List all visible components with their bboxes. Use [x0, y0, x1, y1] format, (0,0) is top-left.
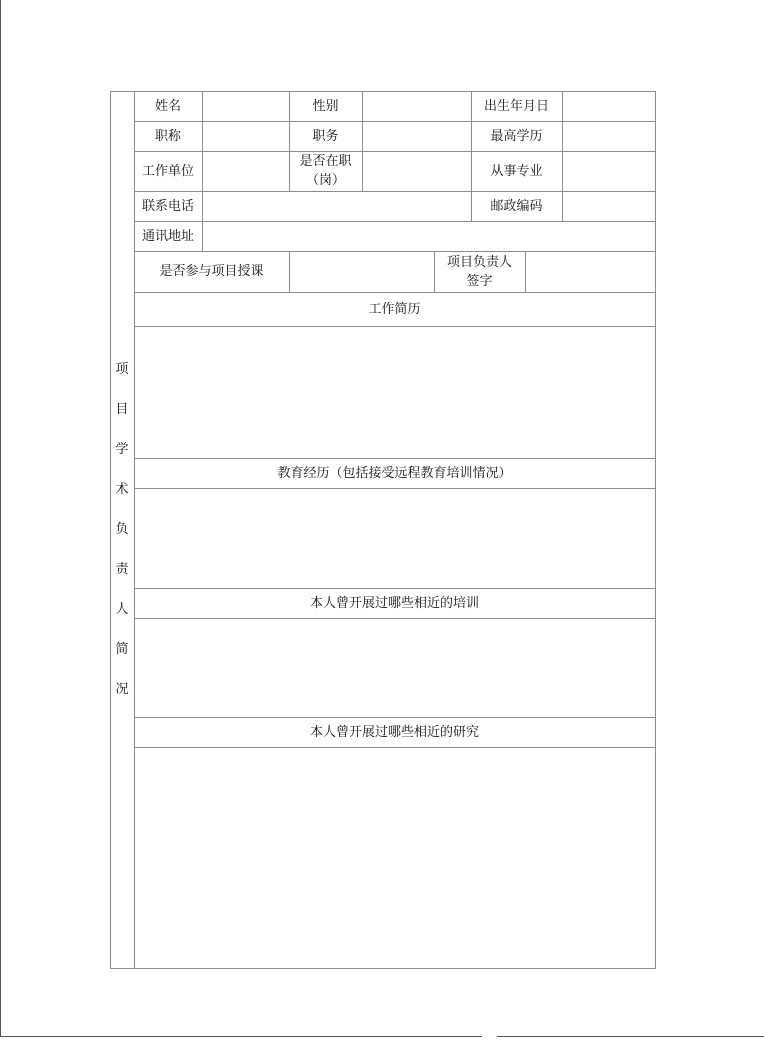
major-label: 从事专业: [490, 163, 543, 179]
birth-date-label: 出生年月日: [483, 98, 549, 114]
major-field[interactable]: [562, 151, 655, 191]
employer-field[interactable]: [202, 151, 289, 191]
side-title-char: 简: [115, 642, 129, 657]
postcode-label: 邮政编码: [490, 198, 543, 214]
title-field[interactable]: [202, 121, 289, 151]
teaching-label: 是否参与项目授课: [159, 264, 264, 279]
training-field[interactable]: [134, 618, 655, 717]
work-history-heading: 工作简历: [368, 301, 421, 317]
education-history-field[interactable]: [134, 488, 655, 588]
side-title-char: 目: [115, 402, 129, 417]
page-edge-left: [0, 0, 1, 1036]
work-history-field[interactable]: [134, 326, 655, 458]
on-duty-field[interactable]: [362, 151, 471, 191]
phone-field[interactable]: [202, 191, 471, 221]
section-side-title: [110, 350, 134, 710]
phone-label: 联系电话: [141, 198, 194, 214]
grid-line: [110, 968, 656, 969]
gender-label: 性别: [312, 98, 339, 114]
signature-field[interactable]: [525, 251, 655, 292]
side-title-char: 况: [115, 682, 129, 697]
training-heading: 本人曾开展过哪些相近的培训: [309, 595, 479, 611]
side-title-char: 术: [115, 482, 129, 497]
teaching-field[interactable]: [289, 251, 434, 292]
postcode-field[interactable]: [562, 191, 655, 221]
on-duty-label-line1: 是否在职: [299, 154, 352, 169]
name-field[interactable]: [202, 91, 289, 121]
on-duty-label: [289, 151, 362, 191]
employer-label: 工作单位: [141, 163, 194, 179]
side-title-char: 人: [115, 602, 129, 617]
position-label: 职务: [312, 128, 339, 144]
signature-label: [434, 251, 525, 292]
page-edge-bottom: [0, 1036, 482, 1037]
address-field[interactable]: [202, 221, 655, 251]
side-title-char: 责: [115, 562, 129, 577]
education-field[interactable]: [562, 121, 655, 151]
title-label: 职称: [154, 128, 181, 144]
name-label: 姓名: [154, 98, 181, 114]
grid-line: [655, 91, 656, 969]
research-heading: 本人曾开展过哪些相近的研究: [309, 724, 479, 740]
birth-date-field[interactable]: [562, 91, 655, 121]
address-label: 通讯地址: [141, 228, 194, 244]
side-title-char: 项: [115, 362, 129, 377]
position-field[interactable]: [362, 121, 471, 151]
education-label: 最高学历: [490, 128, 543, 144]
on-duty-label-line2: （岗）: [305, 173, 345, 188]
side-title-char: 学: [115, 442, 129, 457]
education-history-heading: 教育经历（包括接受远程教育培训情况）: [277, 465, 512, 481]
side-title-char: 负: [115, 522, 129, 537]
gender-field[interactable]: [362, 91, 471, 121]
research-field[interactable]: [134, 747, 655, 968]
signature-label-line2: 签字: [466, 273, 493, 289]
signature-label-line1: 项目负责人: [446, 254, 512, 270]
page-edge-bottom: [497, 1036, 764, 1037]
